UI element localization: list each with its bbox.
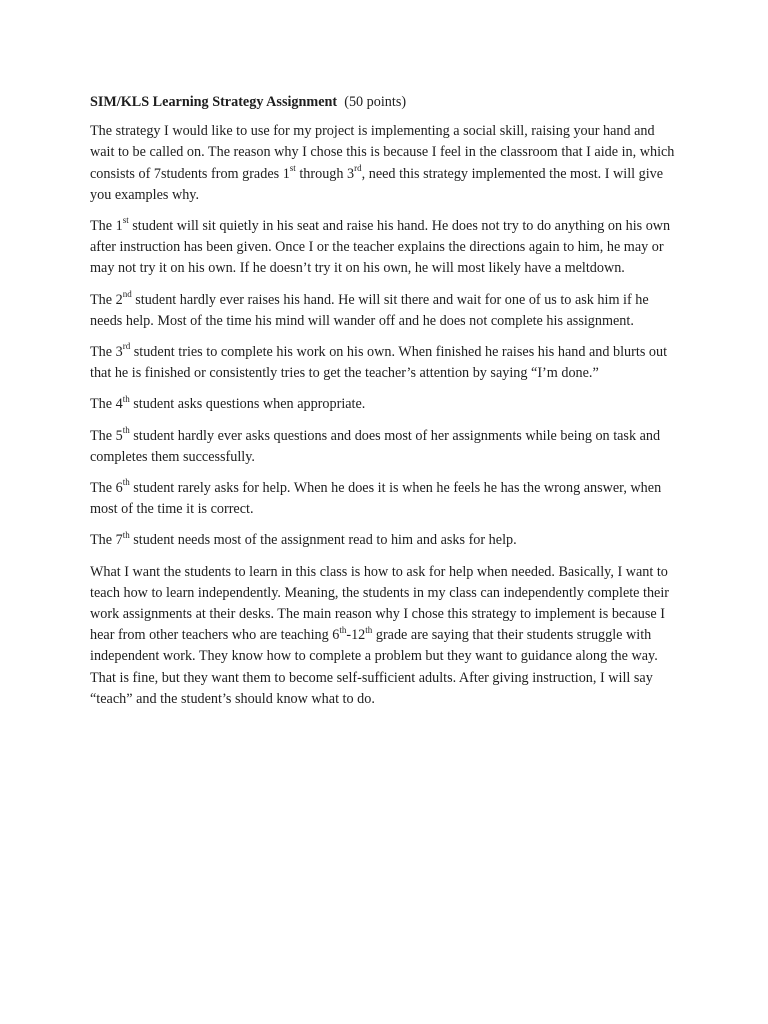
student-ordinal: nd [122, 288, 132, 299]
student-prefix: The 1 [90, 218, 123, 235]
closing-text-2: -12 [346, 627, 366, 644]
student-prefix: The 5 [90, 427, 123, 444]
student-ordinal: th [122, 424, 130, 435]
student-text: student rarely asks for help. When he does it is when he feels he has the wrong answer, when most of the time it is correct. [90, 480, 662, 518]
intro-text-1: The strategy I would like to use for my project is implementing a social skill, raising your hand and wait to be called on. The reason why I chose this is because I feel in the classroom that I aide in, which consists of 7students from grades 1 [90, 123, 675, 182]
intro-text-2: through 3 [295, 165, 355, 182]
student-prefix: The 4 [90, 396, 123, 413]
student-paragraph-2 [90, 290, 680, 332]
student-ordinal: th [122, 529, 130, 540]
closing-sup-1: th [339, 624, 347, 635]
student-prefix: The 2 [90, 291, 123, 308]
assignment-title: SIM/KLS Learning Strategy Assignment [90, 94, 338, 110]
student-prefix: The 3 [90, 344, 123, 361]
intro-sup-1: st [289, 162, 296, 173]
closing-paragraph [90, 562, 680, 710]
student-prefix: The 7 [90, 532, 123, 549]
student-text: student tries to complete his work on his own. When finished he raises his hand and blurts out that he is finished or consistently tries to get the teacher’s attention by saying “I’m done.” [90, 344, 668, 382]
student-paragraph-6 [90, 478, 680, 520]
student-text: student will sit quietly in his seat and raise his hand. He does not try to do anything on his own after instruction has been given. Once I or the teacher explains the directions again to him, he may or may not try it on his own. If he doesn’t try it on his own, he will most likely have a meltdown. [90, 218, 671, 277]
closing-text-3: grade are saying that their students struggle with independent work. They know how to complete a problem but they want to guidance along the way. That is fine, but they want them to become self-sufficient adults. After giving instruction, I will say “teach” and the student’s should know what to do. [90, 627, 658, 707]
student-ordinal: th [122, 393, 130, 404]
student-paragraph-4 [90, 394, 680, 415]
document-page [90, 92, 680, 720]
closing-sup-2: th [365, 624, 373, 635]
assignment-points: (50 points) [344, 94, 407, 110]
student-paragraph-3 [90, 342, 680, 384]
student-paragraph-1 [90, 216, 680, 280]
intro-text-3: , need this strategy implemented the most. I will give you examples why. [90, 165, 664, 203]
student-paragraph-7 [90, 530, 680, 551]
student-text: student hardly ever asks questions and does most of her assignments while being on task and completes them successfully. [90, 427, 661, 465]
student-text: student asks questions when appropriate. [129, 396, 366, 413]
student-ordinal: st [122, 215, 129, 226]
student-text: student hardly ever raises his hand. He will sit there and wait for one of us to ask him if he needs help. Most of the time his mind will wander off and he does not complete his assignment. [90, 291, 649, 329]
student-prefix: The 6 [90, 480, 123, 497]
student-paragraph-5 [90, 426, 680, 468]
student-ordinal: rd [122, 341, 131, 352]
closing-text-1: What I want the students to learn in this class is how to ask for help when needed. Basically, I want to teach how to learn independently. Meaning, the students in my class can independently complete their work assignments at their desks. The main reason why I chose this strategy to implement is because I hear from other teachers who are teaching 6 [90, 563, 670, 644]
document-title [90, 92, 680, 113]
student-text: student needs most of the assignment read to him and asks for help. [129, 532, 517, 549]
student-ordinal: th [122, 477, 130, 488]
intro-paragraph [90, 121, 680, 206]
intro-sup-2: rd [354, 162, 362, 173]
